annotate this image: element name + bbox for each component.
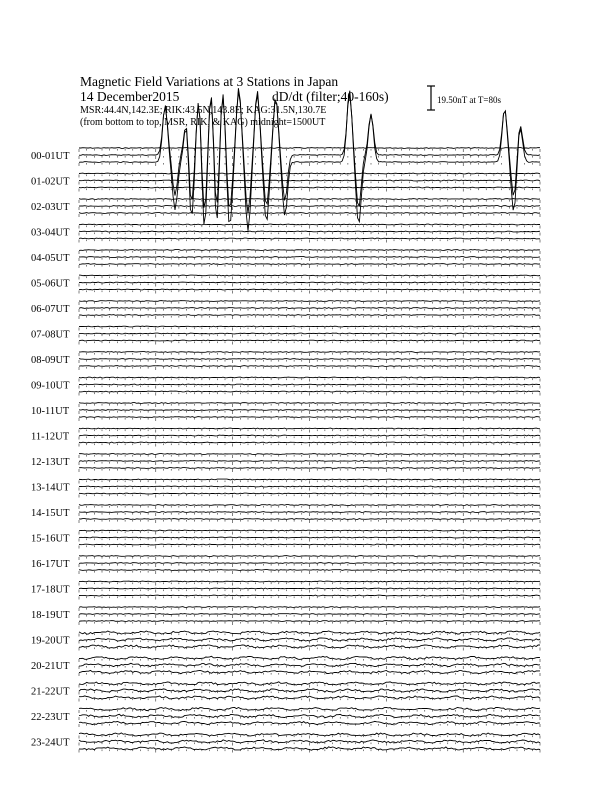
minute-ticks bbox=[79, 258, 540, 261]
trace-msr bbox=[79, 340, 540, 341]
row-label: 19-20UT bbox=[31, 635, 70, 647]
trace-rik bbox=[79, 333, 540, 334]
hour-row bbox=[31, 556, 540, 574]
row-label: 03-04UT bbox=[31, 227, 70, 239]
hour-row bbox=[31, 530, 540, 548]
minute-ticks bbox=[79, 353, 540, 356]
row-label: 01-02UT bbox=[31, 176, 70, 188]
minute-ticks bbox=[79, 571, 540, 574]
trace-msr bbox=[79, 468, 540, 469]
trace-kag bbox=[79, 224, 540, 225]
minute-ticks bbox=[79, 736, 540, 739]
trace-rik bbox=[79, 588, 540, 589]
row-label: 04-05UT bbox=[31, 253, 70, 264]
trace-msr bbox=[79, 544, 540, 545]
minute-ticks bbox=[79, 685, 540, 688]
hour-row bbox=[31, 454, 540, 472]
chart-date: 14 December2015 bbox=[80, 89, 180, 104]
trace-kag bbox=[79, 607, 540, 608]
trace-rik bbox=[79, 461, 540, 462]
minute-ticks bbox=[79, 564, 540, 567]
trace-rik bbox=[79, 537, 540, 538]
minute-ticks bbox=[79, 411, 540, 414]
minute-ticks bbox=[79, 182, 540, 185]
row-label: 10-11UT bbox=[31, 406, 70, 417]
minute-ticks bbox=[79, 539, 540, 542]
minute-ticks bbox=[79, 265, 540, 268]
row-label: 21-22UT bbox=[31, 686, 70, 698]
minute-ticks bbox=[79, 717, 540, 720]
trace-kag bbox=[79, 377, 540, 378]
minute-ticks bbox=[79, 608, 540, 611]
hour-row bbox=[31, 224, 540, 242]
trace-msr bbox=[79, 570, 540, 571]
minute-ticks bbox=[79, 481, 540, 484]
minute-ticks bbox=[79, 724, 540, 727]
trace-kag bbox=[79, 250, 540, 251]
minute-ticks bbox=[79, 226, 540, 229]
trace-kag bbox=[79, 275, 540, 276]
row-label: 07-08UT bbox=[31, 329, 70, 341]
minute-ticks bbox=[79, 506, 540, 509]
minute-ticks bbox=[79, 699, 540, 702]
minute-ticks bbox=[79, 342, 540, 345]
chart-title: Magnetic Field Variations at 3 Stations in Japan bbox=[80, 74, 339, 89]
row-label: 16-17UT bbox=[31, 559, 70, 570]
trace-msr bbox=[79, 595, 540, 596]
trace-msr bbox=[79, 264, 540, 265]
minute-ticks bbox=[79, 175, 540, 178]
hour-row bbox=[31, 707, 540, 727]
trace-msr bbox=[79, 391, 540, 392]
hour-row bbox=[31, 631, 540, 651]
trace-rik bbox=[79, 257, 540, 258]
minute-ticks bbox=[79, 393, 540, 396]
minute-ticks bbox=[79, 743, 540, 746]
station-order-note: (from bottom to top, MSR, RIK, & KAG) midnight=1500UT bbox=[80, 117, 326, 128]
minute-ticks bbox=[79, 418, 540, 421]
trace-msr bbox=[79, 366, 540, 367]
minute-ticks bbox=[79, 520, 540, 523]
minute-ticks bbox=[79, 251, 540, 254]
trace-msr bbox=[79, 519, 540, 520]
minute-ticks bbox=[79, 462, 540, 465]
trace-kag bbox=[79, 479, 540, 480]
trace-rik bbox=[79, 282, 540, 283]
minute-ticks bbox=[79, 240, 540, 243]
hour-row bbox=[31, 199, 540, 217]
row-label: 09-10UT bbox=[31, 380, 70, 392]
scale-label: 19.50nT at T=80s bbox=[437, 95, 501, 105]
hour-row bbox=[31, 301, 540, 319]
minute-ticks bbox=[79, 277, 540, 280]
minute-ticks bbox=[79, 597, 540, 600]
trace-kag bbox=[79, 530, 540, 531]
trace-msr bbox=[79, 238, 540, 239]
minute-ticks bbox=[79, 163, 540, 166]
trace-kag bbox=[79, 199, 540, 200]
minute-ticks bbox=[79, 634, 540, 637]
trace-rik bbox=[79, 486, 540, 487]
minute-ticks bbox=[79, 666, 540, 669]
minute-ticks bbox=[79, 335, 540, 338]
trace-rik bbox=[79, 563, 540, 564]
trace-rik bbox=[79, 512, 540, 513]
minute-ticks bbox=[79, 622, 540, 625]
hour-row bbox=[31, 733, 540, 753]
trace-rik bbox=[79, 231, 540, 232]
trace-msr bbox=[79, 621, 540, 622]
minute-ticks bbox=[79, 546, 540, 549]
minute-ticks bbox=[79, 430, 540, 433]
hour-row bbox=[31, 505, 540, 523]
minute-ticks bbox=[79, 583, 540, 586]
row-label: 11-12UT bbox=[31, 431, 70, 443]
minute-ticks bbox=[79, 455, 540, 458]
hour-row bbox=[31, 326, 540, 344]
minute-ticks bbox=[79, 156, 540, 159]
minute-ticks bbox=[79, 309, 540, 312]
hour-row bbox=[31, 250, 540, 268]
trace-kag bbox=[79, 352, 540, 353]
trace-msr bbox=[79, 289, 540, 290]
row-label: 23-24UT bbox=[31, 737, 70, 749]
trace-msr bbox=[79, 442, 540, 443]
trace-rik bbox=[79, 410, 540, 411]
row-label: 15-16UT bbox=[31, 533, 70, 545]
minute-ticks bbox=[79, 444, 540, 447]
minute-ticks bbox=[79, 367, 540, 370]
hour-row bbox=[31, 275, 540, 293]
minute-ticks bbox=[79, 615, 540, 618]
row-label: 22-23UT bbox=[31, 712, 70, 723]
trace-msr bbox=[79, 417, 540, 418]
minute-ticks bbox=[79, 710, 540, 713]
minute-ticks bbox=[79, 386, 540, 389]
station-coordinates: MSR:44.4N,142.3E; RIK:43.5N,143.8E; KAG:31.5N,130.7E bbox=[80, 105, 327, 116]
trace-rik bbox=[79, 308, 540, 309]
trace-kag bbox=[79, 173, 540, 174]
row-label: 08-09UT bbox=[31, 355, 70, 366]
minute-ticks bbox=[79, 437, 540, 440]
minute-ticks bbox=[79, 513, 540, 516]
row-label: 05-06UT bbox=[31, 278, 70, 290]
row-label: 06-07UT bbox=[31, 304, 70, 315]
minute-ticks bbox=[79, 360, 540, 363]
row-label: 02-03UT bbox=[31, 202, 70, 213]
minute-ticks bbox=[79, 469, 540, 472]
row-label: 13-14UT bbox=[31, 482, 70, 494]
row-label: 14-15UT bbox=[31, 508, 70, 519]
minute-ticks bbox=[79, 207, 540, 210]
trace-msr bbox=[79, 493, 540, 494]
trace-rik bbox=[79, 435, 540, 436]
hour-row bbox=[31, 377, 540, 395]
minute-ticks bbox=[79, 590, 540, 593]
trace-kag bbox=[79, 428, 540, 429]
minute-ticks bbox=[79, 214, 540, 217]
hour-row bbox=[31, 479, 540, 497]
row-label: 20-21UT bbox=[31, 661, 70, 672]
minute-ticks bbox=[79, 673, 540, 676]
trace-rik bbox=[79, 206, 540, 207]
minute-ticks bbox=[79, 316, 540, 319]
minute-ticks bbox=[79, 641, 540, 644]
minute-ticks bbox=[79, 557, 540, 560]
trace-msr bbox=[79, 315, 540, 316]
minute-ticks bbox=[79, 488, 540, 491]
chart-component: dD/dt (filter;40-160s) bbox=[272, 89, 389, 104]
minute-ticks bbox=[79, 495, 540, 498]
minute-ticks bbox=[79, 200, 540, 203]
trace-kag bbox=[79, 301, 540, 302]
hour-row bbox=[31, 352, 540, 370]
hour-row bbox=[31, 173, 540, 191]
minute-ticks bbox=[79, 302, 540, 305]
trace-kag bbox=[79, 326, 540, 327]
minute-ticks bbox=[79, 328, 540, 331]
trace-msr bbox=[79, 187, 540, 188]
minute-ticks bbox=[79, 149, 540, 152]
row-label: 18-19UT bbox=[31, 610, 70, 621]
hour-row bbox=[31, 581, 540, 599]
trace-rik bbox=[79, 384, 540, 385]
trace-kag bbox=[79, 556, 540, 557]
minute-ticks bbox=[79, 659, 540, 662]
minute-ticks bbox=[79, 189, 540, 192]
hour-row bbox=[31, 403, 540, 421]
trace-kag bbox=[79, 505, 540, 506]
minute-ticks bbox=[79, 379, 540, 382]
station-rows bbox=[31, 88, 540, 752]
trace-rik bbox=[79, 180, 540, 181]
trace-msr bbox=[79, 213, 540, 214]
trace-kag bbox=[79, 403, 540, 404]
minute-ticks bbox=[79, 284, 540, 287]
hour-row bbox=[31, 607, 540, 625]
trace-rik bbox=[79, 614, 540, 615]
hour-row bbox=[31, 428, 540, 446]
hour-row bbox=[31, 682, 540, 702]
trace-kag bbox=[79, 148, 540, 149]
trace-rik bbox=[79, 359, 540, 360]
row-label: 00-01UT bbox=[31, 151, 70, 162]
minute-ticks bbox=[79, 233, 540, 236]
minute-ticks bbox=[79, 750, 540, 753]
minute-ticks bbox=[79, 692, 540, 695]
minute-ticks bbox=[79, 648, 540, 651]
trace-kag bbox=[79, 454, 540, 455]
scale-bar bbox=[427, 86, 501, 110]
minute-ticks bbox=[79, 404, 540, 407]
row-label: 17-18UT bbox=[31, 584, 70, 596]
minute-ticks bbox=[79, 291, 540, 294]
minute-ticks bbox=[79, 532, 540, 535]
row-label: 12-13UT bbox=[31, 457, 70, 468]
hour-row bbox=[31, 656, 540, 676]
trace-kag bbox=[79, 581, 540, 582]
